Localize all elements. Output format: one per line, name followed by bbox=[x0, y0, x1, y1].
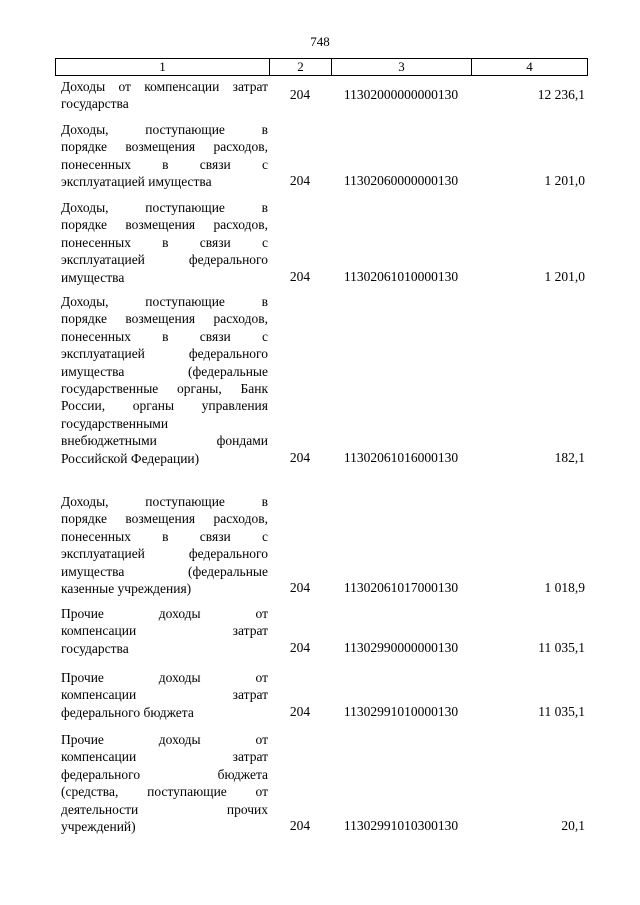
description-line: эксплуатацией федерального bbox=[61, 252, 268, 268]
row-description bbox=[61, 78, 268, 113]
row-description bbox=[61, 605, 268, 657]
description-line: Доходы, поступающие в bbox=[61, 294, 268, 309]
admin-code: 204 bbox=[289, 639, 311, 655]
admin-code: 204 bbox=[289, 87, 311, 103]
description-line: Российской Федерации) bbox=[61, 450, 200, 466]
amount: 1 201,0 bbox=[544, 173, 585, 189]
description-line: государственными bbox=[61, 415, 169, 431]
amount: 1 201,0 bbox=[544, 268, 585, 284]
row-description bbox=[61, 293, 268, 467]
budget-code: 11302990000000130 bbox=[343, 639, 459, 655]
description-line: порядке возмещения расходов, bbox=[61, 511, 268, 527]
description-line: Прочие доходы от bbox=[61, 732, 268, 747]
description-line: Доходы, поступающие в bbox=[61, 122, 268, 137]
admin-code: 204 bbox=[289, 580, 311, 595]
description-line: деятельности прочих bbox=[61, 801, 268, 817]
header-col-4: 4 bbox=[526, 59, 533, 74]
description-line: понесенных в связи с bbox=[61, 328, 268, 344]
amount: 20,1 bbox=[561, 818, 585, 833]
description-line: федерального бюджета bbox=[61, 704, 194, 720]
description-line: учреждений) bbox=[61, 819, 136, 835]
header-col-2: 2 bbox=[270, 59, 332, 75]
description-line: порядке возмещения расходов, bbox=[61, 217, 268, 233]
budget-code: 11302991010000130 bbox=[343, 703, 459, 719]
description-line: эксплуатацией имущества bbox=[61, 174, 212, 190]
budget-code: 11302991010300130 bbox=[343, 818, 459, 833]
description-line: Прочие доходы от bbox=[61, 606, 268, 621]
description-line: имущества bbox=[61, 269, 125, 285]
description-line: Прочие доходы от bbox=[61, 670, 268, 685]
table-header bbox=[55, 58, 588, 76]
description-line: компенсации затрат bbox=[61, 749, 268, 765]
description-line: государства bbox=[61, 96, 129, 112]
budget-code: 11302061010000130 bbox=[343, 268, 459, 284]
amount: 1 018,9 bbox=[544, 580, 585, 595]
page-number: 748 bbox=[310, 34, 330, 49]
header-col-3: 3 bbox=[332, 59, 472, 75]
admin-code: 204 bbox=[289, 173, 311, 189]
description-line: понесенных в связи с bbox=[61, 234, 268, 250]
description-line: Доходы, поступающие в bbox=[61, 494, 268, 509]
description-line: эксплуатацией федерального bbox=[61, 346, 268, 362]
description-line: порядке возмещения расходов, bbox=[61, 311, 268, 327]
description-line: (средства, поступающие от bbox=[61, 784, 268, 800]
amount: 12 236,1 bbox=[537, 87, 585, 103]
description-line: внебюджетными фондами bbox=[61, 433, 268, 449]
description-line: Доходы, поступающие в bbox=[61, 200, 268, 215]
description-line: государственные органы, Банк bbox=[61, 381, 268, 397]
description-line: государства bbox=[61, 640, 129, 656]
row-description bbox=[61, 199, 268, 286]
amount: 11 035,1 bbox=[538, 639, 585, 655]
description-line: компенсации затрат bbox=[61, 687, 268, 703]
description-line: федерального бюджета bbox=[61, 766, 268, 782]
description-line: понесенных в связи с bbox=[61, 156, 268, 172]
description-line: имущества (федеральные bbox=[61, 563, 268, 579]
admin-code: 204 bbox=[289, 703, 311, 719]
description-line: Доходы от компенсации затрат bbox=[61, 79, 268, 94]
description-line: понесенных в связи с bbox=[61, 528, 268, 544]
budget-code: 11302000000000130 bbox=[343, 87, 459, 103]
header-col-1: 1 bbox=[56, 59, 270, 75]
budget-code: 11302060000000130 bbox=[343, 173, 459, 189]
admin-code: 204 bbox=[289, 268, 311, 284]
row-description bbox=[61, 731, 268, 835]
description-line: имущества (федеральные bbox=[61, 363, 268, 379]
row-description bbox=[61, 121, 268, 191]
description-line: эксплуатацией федерального bbox=[61, 546, 268, 562]
amount: 11 035,1 bbox=[538, 703, 585, 719]
row-description bbox=[61, 669, 268, 721]
description-line: России, органы управления bbox=[61, 398, 268, 414]
row-description bbox=[61, 493, 268, 597]
description-line: казенные учреждения) bbox=[61, 581, 192, 597]
budget-code: 11302061017000130 bbox=[343, 580, 459, 595]
admin-code: 204 bbox=[289, 818, 311, 833]
budget-code: 11302061016000130 bbox=[343, 449, 459, 465]
admin-code: 204 bbox=[289, 449, 311, 465]
description-line: компенсации затрат bbox=[61, 623, 268, 639]
description-line: порядке возмещения расходов, bbox=[61, 139, 268, 155]
amount: 182,1 bbox=[554, 449, 585, 465]
